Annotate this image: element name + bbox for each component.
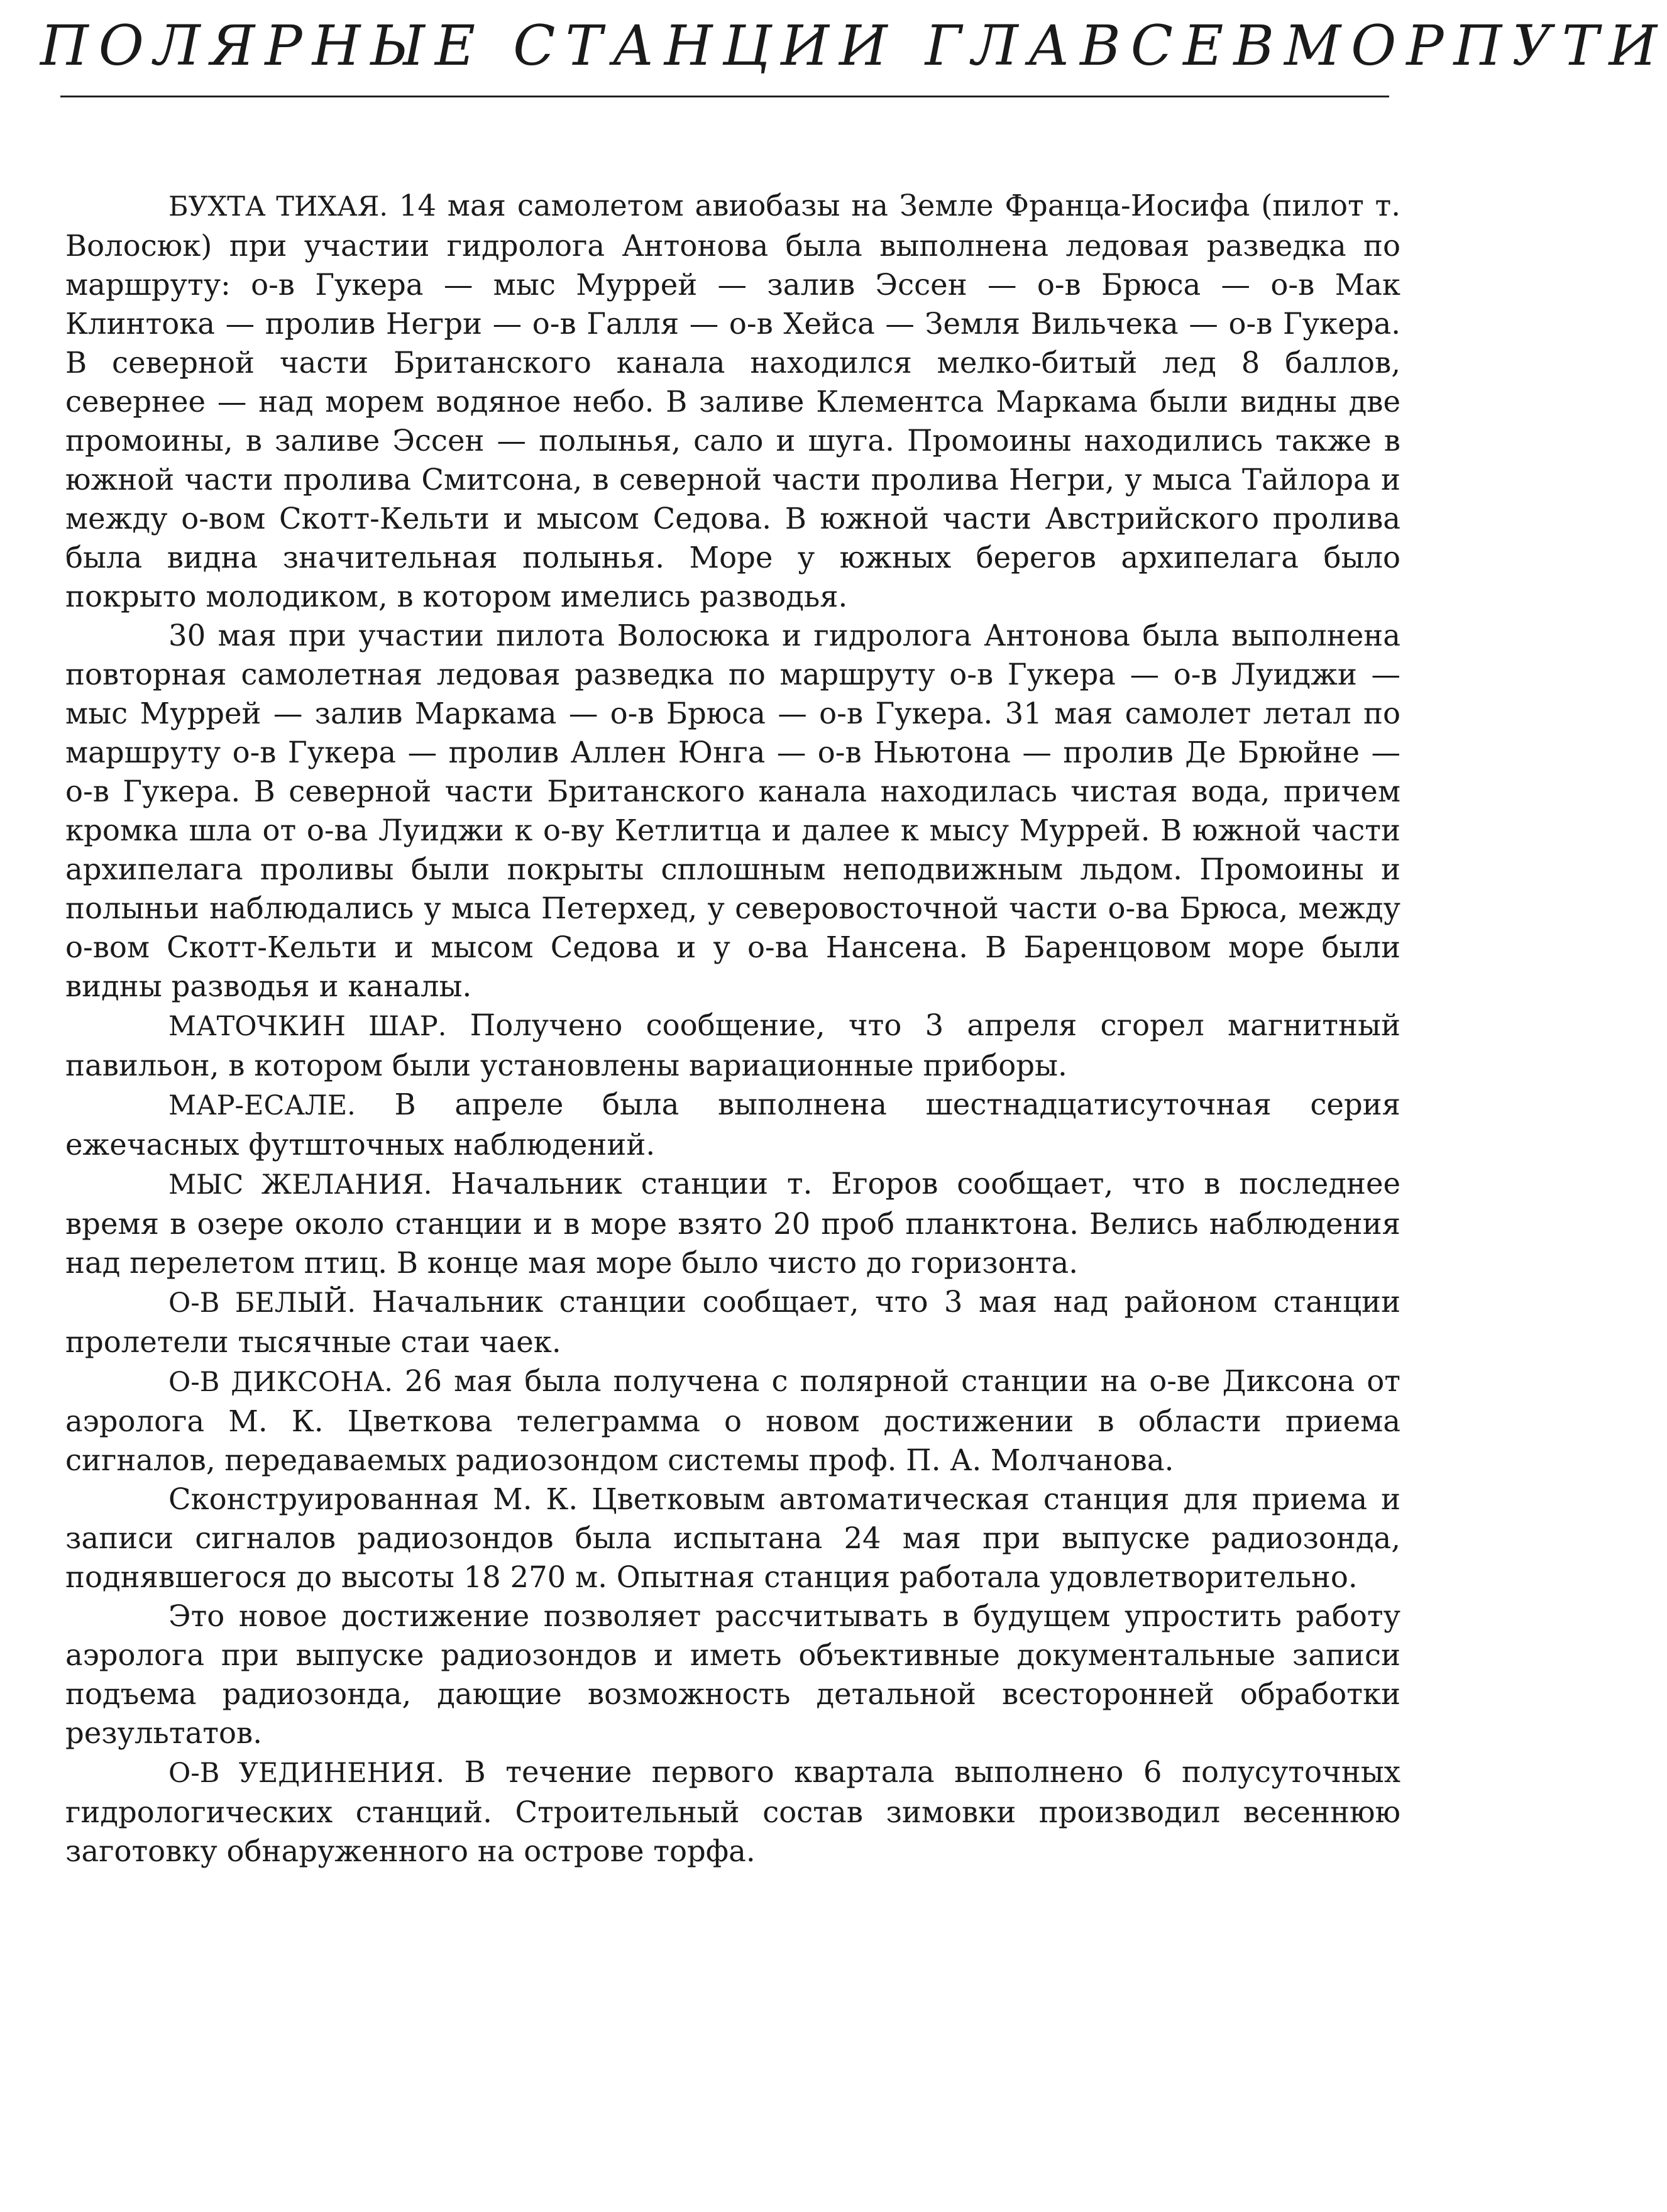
paragraph-new-achievement	[65, 1597, 1400, 1753]
paragraph-ostrov-belyy	[65, 1282, 1400, 1362]
paragraph-bukhta-tikhaya-2	[65, 616, 1400, 1006]
station-name-matochkin-shar: МАТОЧКИН ШАР.	[168, 1011, 447, 1042]
paragraph-text: Получено сообщение, что 3 апреля сгорел магнитный павильон, в котором были установлены вариационные приборы.	[65, 1008, 1400, 1082]
paragraph-text: 14 мая самолетом авиобазы на Земле Франца-Иосифа (пилот т. Волосюк) при участии гидролога Антонова была выполнена ледовая разведка по маршруту: о-в Гукера — мыс Муррей — залив Эссен — о-в Брюса — о-в Мак Клинтока — пролив Негри — о-в Галля — о-в Хейса — Земля Вильчека — о-в Гукера. В северной части Британского канала находился мелко-битый лед 8 баллов, севернее — над морем водяное небо. В заливе Клементса Маркама были видны две промоины, в заливе Эссен — полынья, сало и шуга. Промоины находились также в южной части пролива Смитсона, в северной части пролива Негри, у мыса Тайлора и между о-вом Скотт-Кельти и мысом Седова. В южной части Австрийского пролива была видна значительная полынья. Море у южных берегов архипелага было покрыто молодиком, в котором имелись разводья.	[65, 189, 1400, 614]
paragraph-text: В апреле была выполнена шестнадцатисуточная серия ежечасных футшточных наблюдений.	[65, 1087, 1400, 1162]
paragraph-text: Начальник станции т. Егоров сообщает, что в последнее время в озере около станции и в море взято 20 проб планктона. Велись наблюдения над перелетом птиц. В конце мая море было чисто до горизонта.	[65, 1167, 1400, 1280]
paragraph-text: Это новое достижение позволяет рассчитывать в будущем упростить работу аэролога при выпуске радиозондов и иметь объективные документальные записи подъема радиозонда, дающие возможность детальной всесторонней обработки результатов.	[65, 1599, 1400, 1750]
station-name-mare-sale: МАР-ЕСАЛЕ.	[168, 1090, 356, 1121]
paragraph-mys-zhelaniya	[65, 1164, 1400, 1282]
title-divider	[60, 96, 1389, 97]
station-name-bukhta-tikhaya: БУХТА ТИХАЯ.	[168, 191, 388, 223]
paragraph-text: 26 мая была получена с полярной станции на о-ве Диксона от аэролога М. К. Цветкова телеграмма о новом достижении в области приема сигналов, передаваемых радиозондом системы проф. П. А. Молчанова.	[65, 1364, 1401, 1477]
page-title: ПОЛЯРНЫЕ СТАНЦИИ ГЛАВСЕВМОРПУТИ	[40, 13, 1667, 78]
paragraph-ostrov-uedineniya	[65, 1753, 1400, 1871]
station-name-ostrov-belyy: О-В БЕЛЫЙ.	[168, 1287, 356, 1319]
paragraph-mare-sale	[65, 1085, 1400, 1164]
station-name-ostrov-diksona: О-В ДИКСОНА.	[168, 1367, 393, 1398]
article-body	[65, 186, 1400, 1871]
station-name-ostrov-uedineniya: О-В УЕДИНЕНИЯ.	[168, 1758, 445, 1789]
paragraph-text: В течение первого квартала выполнено 6 полусуточных гидрологических станций. Строительный состав зимовки производил весеннюю заготовку обнаруженного на острове торфа.	[65, 1755, 1400, 1868]
paragraph-matochkin-shar	[65, 1006, 1400, 1085]
paragraph-text: Начальник станции сообщает, что 3 мая над районом станции пролетели тысячные стаи чаек.	[65, 1285, 1400, 1359]
paragraph-bukhta-tikhaya-1	[65, 186, 1400, 616]
paragraph-tsvetkov-station	[65, 1480, 1400, 1597]
paragraph-ostrov-diksona	[65, 1362, 1400, 1480]
paragraph-text: 30 мая при участии пилота Волосюка и гидролога Антонова была выполнена повторная самолетная ледовая разведка по маршруту о-в Гукера — о-в Луиджи — мыс Муррей — залив Маркама — о-в Брюса — о-в Гукера. 31 мая самолет летал по маршруту о-в Гукера — пролив Аллен Юнга — о-в Ньютона — пролив Де Брюйне — о-в Гукера. В северной части Британского канала находилась чистая вода, причем кромка шла от о-ва Луиджи к о-ву Кетлитца и далее к мысу Муррей. В южной части архипелага проливы были покрыты сплошным неподвижным льдом. Промоины и полыньи наблюдались у мыса Петерхед, у северовосточной части о-ва Брюса, между о-вом Скотт-Кельти и мысом Седова и у о-ва Нансена. В Баренцовом море были видны разводья и каналы.	[65, 619, 1400, 1003]
station-name-mys-zhelaniya: МЫС ЖЕЛАНИЯ.	[168, 1169, 432, 1201]
paragraph-text: Сконструированная М. К. Цветковым автоматическая станция для приема и записи сигналов радиозондов была испытана 24 мая при выпуске радиозонда, поднявшегося до высоты 18 270 м. Опытная станция работала удовлетворительно.	[65, 1482, 1400, 1594]
